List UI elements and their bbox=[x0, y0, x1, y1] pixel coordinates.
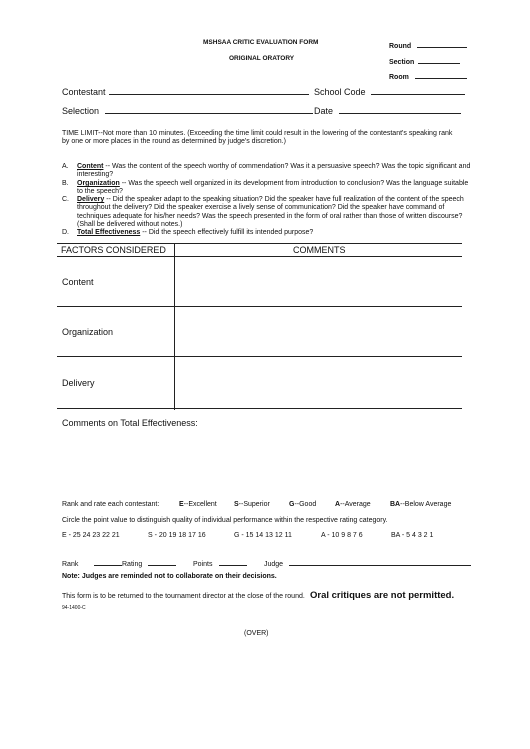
criterion-organization bbox=[62, 180, 472, 197]
legend-key: E bbox=[179, 501, 184, 508]
rank-and-rate-intro: Rank and rate each contestant: bbox=[62, 501, 160, 508]
legend-key: S bbox=[234, 501, 239, 508]
selection-field[interactable] bbox=[62, 105, 313, 116]
table-header-rule bbox=[57, 256, 462, 257]
legend-key: A bbox=[335, 501, 341, 508]
selection-label: Selection bbox=[62, 106, 100, 116]
scale-superior[interactable]: S - 20 19 18 17 16 bbox=[148, 532, 206, 539]
oral-critiques-warning: Oral critiques are not permitted. bbox=[310, 590, 455, 601]
criterion-letter: A. bbox=[62, 163, 69, 170]
legend-excellent bbox=[179, 501, 217, 508]
date-field[interactable] bbox=[314, 105, 461, 116]
time-limit-line-2: by one or more places in the round as determined by judge's discretion.) bbox=[62, 138, 286, 146]
round-input-line[interactable] bbox=[417, 39, 467, 48]
judge-field[interactable] bbox=[264, 557, 471, 568]
over-indicator: (OVER) bbox=[244, 630, 269, 637]
points-input-line[interactable] bbox=[219, 557, 247, 566]
criterion-term: Total Effectiveness bbox=[77, 229, 141, 236]
factors-header: FACTORS CONSIDERED bbox=[61, 245, 166, 255]
criterion-delivery bbox=[62, 196, 472, 230]
legend-below-average bbox=[390, 501, 451, 508]
form-code: 94-1400-C bbox=[62, 605, 86, 611]
row-label-content: Content bbox=[62, 277, 94, 287]
criterion-letter: C. bbox=[62, 196, 69, 203]
table-row-rule bbox=[57, 408, 462, 409]
date-input-line[interactable] bbox=[339, 105, 461, 114]
criterion-term: Content bbox=[77, 163, 104, 170]
selection-input-line[interactable] bbox=[105, 105, 313, 114]
comments-header: COMMENTS bbox=[293, 245, 346, 255]
row-label-delivery: Delivery bbox=[62, 378, 95, 388]
points-field[interactable] bbox=[193, 557, 247, 568]
section-input-line[interactable] bbox=[418, 55, 460, 64]
time-limit-text bbox=[62, 130, 477, 147]
return-instruction: This form is to be returned to the tournament director at the close of the round. bbox=[62, 593, 305, 600]
points-label: Points bbox=[193, 561, 213, 568]
legend-average bbox=[335, 501, 371, 508]
criterion-term: Delivery bbox=[77, 196, 105, 203]
contestant-field[interactable] bbox=[62, 86, 309, 97]
school-code-label: School Code bbox=[314, 87, 366, 97]
judge-input-line[interactable] bbox=[289, 557, 471, 566]
legend-label: --Superior bbox=[238, 501, 270, 508]
legend-label: --Below Average bbox=[400, 501, 452, 508]
scale-good[interactable]: G - 15 14 13 12 11 bbox=[234, 532, 292, 539]
criterion-text: -- Was the content of the speech worthy of commendation? Was it a persuasive speech? Was the topic significant and interesting? bbox=[77, 163, 471, 179]
section-label: Section bbox=[389, 59, 415, 66]
round-field[interactable] bbox=[389, 39, 467, 50]
room-input-line[interactable] bbox=[415, 70, 467, 79]
total-effectiveness-comments-area[interactable] bbox=[62, 432, 462, 492]
criterion-letter: D. bbox=[62, 229, 69, 236]
total-effectiveness-comments-label: Comments on Total Effectiveness: bbox=[62, 418, 198, 428]
table-column-divider bbox=[174, 244, 175, 410]
circle-point-instruction: Circle the point value to distinguish quality of individual performance within the respective rating category. bbox=[62, 517, 388, 524]
collaboration-note: Note: Judges are reminded not to collaborate on their decisions. bbox=[62, 573, 277, 580]
legend-label: --Excellent bbox=[183, 501, 217, 508]
rating-label: Rating bbox=[122, 561, 143, 568]
round-label: Round bbox=[389, 43, 412, 50]
school-code-input-line[interactable] bbox=[371, 86, 465, 95]
legend-key: G bbox=[289, 501, 295, 508]
contestant-label: Contestant bbox=[62, 87, 106, 97]
legend-superior bbox=[234, 501, 270, 508]
time-limit-line-1: TIME LIMIT--Not more than 10 minutes. (Exceeding the time limit could result in the lowering of the contestant's speaking rank bbox=[62, 130, 453, 137]
criterion-letter: B. bbox=[62, 180, 69, 187]
criterion-text: -- Was the speech well organized in its development from introduction to conclusion? Was the language suitable to the speech? bbox=[77, 180, 469, 196]
rank-label: Rank bbox=[62, 561, 79, 568]
criterion-content bbox=[62, 163, 472, 180]
form-title: MSHSAA CRITIC EVALUATION FORM bbox=[203, 39, 319, 46]
contestant-input-line[interactable] bbox=[109, 86, 309, 95]
factors-table bbox=[57, 243, 462, 410]
scale-excellent[interactable]: E - 25 24 23 22 21 bbox=[62, 532, 120, 539]
legend-good bbox=[289, 501, 316, 508]
section-field[interactable] bbox=[389, 55, 460, 66]
rank-input-line[interactable] bbox=[94, 557, 122, 566]
school-code-field[interactable] bbox=[314, 86, 465, 97]
criterion-text: -- Did the speech effectively fulfill its intended purpose? bbox=[140, 229, 314, 236]
rank-field[interactable] bbox=[62, 557, 122, 568]
criterion-text: -- Did the speaker adapt to the speaking situation? Did the speaker have full realization of the content of the speech throughout the delivery? Did the speaker exercise a lively sense of communication? Did the speaker have command of techniques adequate for his/her needs? Was the speech presented in the form of oral rather than those of written discourse? (Shall be delivered without notes.) bbox=[77, 196, 464, 229]
criterion-term: Organization bbox=[77, 180, 120, 187]
room-field[interactable] bbox=[389, 70, 467, 81]
legend-label: --Good bbox=[294, 501, 317, 508]
room-label: Room bbox=[389, 74, 409, 81]
table-row-rule bbox=[57, 306, 462, 307]
judge-label: Judge bbox=[264, 561, 284, 568]
legend-key: BA bbox=[390, 501, 401, 508]
row-label-organization: Organization bbox=[62, 327, 114, 337]
rating-field[interactable] bbox=[122, 557, 176, 568]
date-label: Date bbox=[314, 106, 334, 116]
criterion-total-effectiveness bbox=[62, 229, 472, 237]
rating-input-line[interactable] bbox=[148, 557, 176, 566]
form-subtitle: ORIGINAL ORATORY bbox=[229, 55, 295, 62]
scale-average[interactable]: A - 10 9 8 7 6 bbox=[321, 532, 363, 539]
table-row-rule bbox=[57, 356, 462, 357]
scale-below-average[interactable]: BA - 5 4 3 2 1 bbox=[391, 532, 434, 539]
legend-label: --Average bbox=[340, 501, 371, 508]
